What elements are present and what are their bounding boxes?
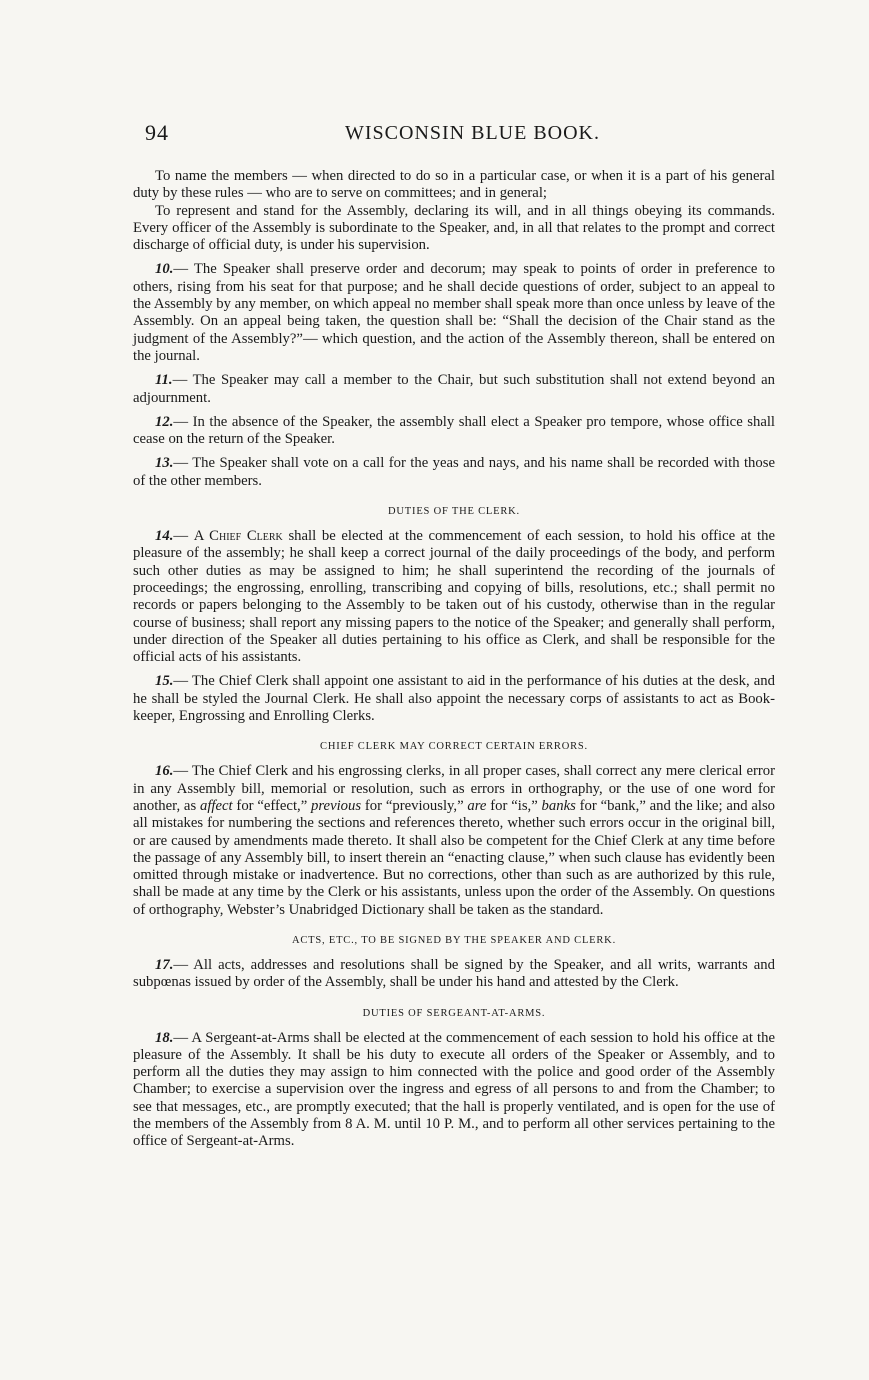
rule-11: 11.— The Speaker may call a member to the Chair, but such substitution shall not extend beyond an adjournment. xyxy=(133,372,775,406)
rule-text: The Speaker shall vote on a call for the yeas and nays, and his name shall be recorded with those of the other members. xyxy=(133,455,775,489)
rule-number: 12. xyxy=(155,413,174,430)
rule-number: 13. xyxy=(155,455,174,472)
section-heading-errors: CHIEF CLERK MAY CORRECT CERTAIN ERRORS. xyxy=(320,741,588,753)
rule-number: 14. xyxy=(155,528,174,545)
rule-number: 11. xyxy=(155,372,173,389)
rule-13: 13.— The Speaker shall vote on a call for the yeas and nays, and his name shall be recorded with those of the other members. xyxy=(133,455,775,489)
rule-18: 18.— A Sergeant-at-Arms shall be elected at the commencement of each session to hold his office at the pleasure of the Assembly. It shall be his duty to execute all orders of the Speaker or Assembly, and to perform all the duties they may assign to him connected with the police and good order of the Assembly Chamber; to exercise a supervision over the ingress and egress of all persons to and from the Chamber; to see that messages, etc., are promptly executed; that the hall is properly ventilated, and is open for the use of the members of the Assembly from 8 A. M. until 10 P. M., and to perform all other services pertaining to the office of Sergeant-at-Arms. xyxy=(133,1029,775,1150)
intro-paragraph-2: To represent and stand for the Assembly, declaring its will, and in all things obeying its commands. Every officer of the Assembly is subordinate to the Speaker, and, in all that relates to the prompt and correct discharge of official duty, is under his supervision. xyxy=(133,202,775,254)
rule-number: 17. xyxy=(155,956,174,973)
example-affect: affect xyxy=(199,797,233,814)
section-heading-sergeant: DUTIES OF SERGEANT-AT-ARMS. xyxy=(362,1007,546,1019)
rule-14: 14.— A Chief Clerk shall be elected at the commencement of each session, to hold his office at the pleasure of the assembly; he shall keep a correct journal of the daily proceedings of the body, and perform such other duties as may be assigned to him; he shall superintend the recording of the journals of proceedings; the engrossing, enrolling, transcribing and copying of bills, resolutions, etc.; shall permit no records or papers belonging to the Assembly to be taken out of his custody, otherwise than in the regular course of business; shall report any missing papers to the notice of the Speaker; and generally shall perform, under direction of the Speaker all duties pertaining to his office as Clerk, and shall be responsible for the official acts of his assistants. xyxy=(133,528,775,666)
rule-text: In the absence of the Speaker, the assembly shall elect a Speaker pro tempore, whose office shall cease on the return of the Speaker. xyxy=(133,413,776,448)
rule-text: The Speaker shall preserve order and decorum; may speak to points of order in preference to others, rising from his seat for that purpose; and he shall decide questions of order, subject to an appeal to the Assembly by any member, on which appeal no member shall speak more than once unless by leave of the Assembly. On an appeal being taken, the question shall be: “Shall the decision of the Chair stand as the judgment of the Assembly?”— which question, and the action of the Assembly thereon, shall be entered on the journal. xyxy=(133,261,775,364)
example-previous: previous xyxy=(311,797,362,814)
rule-10: 10.— The Speaker shall preserve order and decorum; may speak to points of order in preference to others, rising from his seat for that purpose; and he shall decide questions of order, subject to an appeal to the Assembly by any member, on which appeal no member shall speak more than once unless by leave of the Assembly. On an appeal being taken, the question shall be: “Shall the decision of the Chair stand as the judgment of the Assembly?”— which question, and the action of the Assembly thereon, shall be entered on the journal. xyxy=(133,261,775,364)
rule-text: All acts, addresses and resolutions shall be signed by the Speaker, and all writs, warrants and subpœnas issued by order of the Assembly, shall be under his hand and attested by the Clerk. xyxy=(133,956,775,991)
rule-number: 16. xyxy=(155,763,174,780)
example-banks: banks xyxy=(541,797,576,814)
rule-15: 15.— The Chief Clerk shall appoint one assistant to aid in the performance of his duties at the desk, and he shall be styled the Journal Clerk. He shall also appoint the necessary corps of assistants to act as Book-keeper, Engrossing and Enrolling Clerks. xyxy=(133,673,775,725)
rule-text: The Chief Clerk shall appoint one assistant to aid in the performance of his duties at the desk, and he shall be styled the Journal Clerk. He shall also appoint the necessary corps of assistants to act as Book-keeper, Engrossing and Enrolling Clerks. xyxy=(133,673,775,725)
running-head-title: WISCONSIN BLUE BOOK. xyxy=(345,122,600,144)
rule-text: shall be elected at the commencement of each session, to hold his office at the pleasure of the assembly; he shall keep a correct journal of the daily proceedings of the body, and perform such other duties as may be assigned to him; he shall superintend the recording of the journals of proceedings; the engrossing, enrolling, transcribing and copying of bills, resolutions, etc.; shall permit no records or papers belonging to the Assembly to be taken out of his custody, otherwise than in the regular course of business; shall report any missing papers to the notice of the Speaker; and generally shall perform, under direction of the Speaker all duties pertaining to his office as Clerk, and shall be responsible for the official acts of his assistants. xyxy=(133,528,775,666)
rule-text: A Sergeant-at-Arms shall be elected at the commencement of each session to hold his office at the pleasure of the Assembly. It shall be his duty to execute all orders of the Speaker or Assembly, and to perform all the duties they may assign to him connected with the police and good order of the Assembly Chamber; to exercise a supervision over the ingress and egress of all persons to and from the Chamber; to see that messages, etc., are promptly executed; that the hall is properly ventilated, and is open for the use of the members of the Assembly from 8 A. M. until 10 P. M., and to perform all other services pertaining to the office of Sergeant-at-Arms. xyxy=(133,1029,775,1150)
page-number: 94 xyxy=(145,120,169,145)
rule-text-c: for “previously,” xyxy=(364,797,464,814)
rule-text-e: for “bank,” and the like; and also all mistakes for numbering the sections and references thereto, whether such errors occur in the original bill, or are caused by amendments made thereto. It shall also be competent for the Chief Clerk at any time before the passage of any Assembly bill, to insert therein an “enacting clause,” when such clause has evidently been omitted through mistake or inadvertence. But no corrections, other than such as are authorized by this rule, shall be made at any time by the Clerk or his assistants, unless upon the order of the Assembly. On questions of orthography, Webster’s Unabridged Dictionary shall be taken as the standard. xyxy=(133,797,776,918)
section-heading-clerk: DUTIES OF THE CLERK. xyxy=(388,506,520,518)
rule-number: 10. xyxy=(155,261,174,278)
rule-text-b: for “effect,” xyxy=(236,797,308,814)
rule-text-d: for “is,” xyxy=(490,797,538,814)
example-are: are xyxy=(467,797,487,814)
rule-16: 16.— The Chief Clerk and his engrossing clerks, in all proper cases, shall correct any mere clerical error in any Assembly bill, memorial or resolution, such as errors in orthography, or the use of one word for another, as affect for “effect,” previous for “previously,” are for “is,” banks for “bank,” and the like; and also all mistakes for numbering the sections and references thereto, whether such errors occur in the original bill, or are caused by amendments made thereto. It shall also be competent for the Chief Clerk at any time before the passage of any Assembly bill, to insert therein an “enacting clause,” when such clause has evidently been omitted through mistake or inadvertence. But no corrections, other than such as are authorized by this rule, shall be made at any time by the Clerk or his assistants, unless upon the order of the Assembly. On questions of orthography, Webster’s Unabridged Dictionary shall be taken as the standard. xyxy=(133,763,776,918)
rule-17: 17.— All acts, addresses and resolutions shall be signed by the Speaker, and all writs, warrants and subpœnas issued by order of the Assembly, shall be under his hand and attested by the Clerk. xyxy=(133,956,775,991)
chief-clerk-smallcaps: A Chief Clerk xyxy=(193,528,283,545)
rule-number: 18. xyxy=(155,1029,174,1046)
rule-number: 15. xyxy=(155,673,174,690)
rule-12: 12.— In the absence of the Speaker, the assembly shall elect a Speaker pro tempore, whose office shall cease on the return of the Speaker. xyxy=(133,413,776,448)
rule-text-a: The Chief Clerk and his engrossing clerks, in all proper cases, shall correct any mere clerical error in any Assembly bill, memorial or resolution, such as errors in orthography, or the use of one word for another, as xyxy=(133,763,775,814)
page-header xyxy=(145,120,785,150)
intro-paragraph-1: To name the members — when directed to do so in a particular case, or when it is a part of his general duty by these rules — who are to serve on committees; and in general; xyxy=(133,168,775,202)
section-heading-acts: ACTS, ETC., TO BE SIGNED BY THE SPEAKER AND CLERK. xyxy=(291,934,616,946)
page-body xyxy=(133,168,775,1151)
rule-text: The Speaker may call a member to the Chair, but such substitution shall not extend beyond an adjournment. xyxy=(133,372,775,406)
